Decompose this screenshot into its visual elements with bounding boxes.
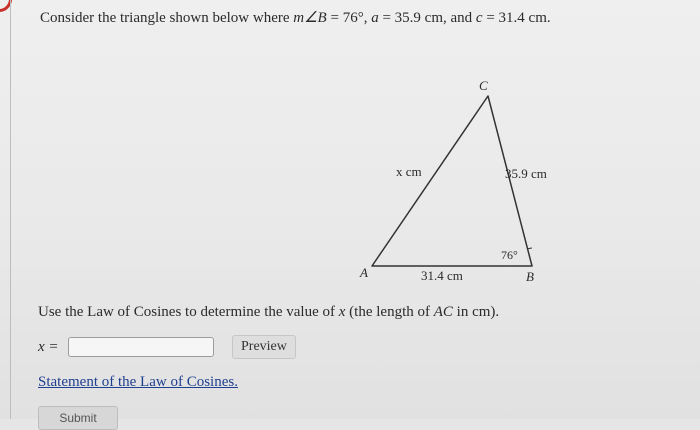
instruction-part-3: in cm). xyxy=(452,304,500,320)
side-bc-label: 35.9 cm xyxy=(505,166,547,181)
side-ab-label: 31.4 cm xyxy=(421,268,463,283)
side-a-variable: a xyxy=(371,10,379,26)
vertex-a-label: A xyxy=(360,265,368,280)
instruction-text xyxy=(38,304,499,321)
x-variable: x xyxy=(338,304,346,320)
problem-intro: Consider the triangle shown below where xyxy=(40,10,294,26)
triangle-outline xyxy=(372,96,532,266)
answer-label: x = xyxy=(38,338,59,355)
side-c-variable: c xyxy=(475,10,483,26)
answer-input[interactable] xyxy=(68,337,214,357)
angle-b-label: 76° xyxy=(501,248,518,262)
vertex-c-label: C xyxy=(479,78,488,93)
angle-value: = 76°, xyxy=(326,10,372,26)
law-of-cosines-link[interactable]: Statement of the Law of Cosines. xyxy=(38,374,238,390)
segment-ac: AC xyxy=(433,304,453,320)
angle-expression: m∠B xyxy=(293,10,327,26)
instruction-part-2: (the length of xyxy=(345,304,434,320)
instruction-part-1: Use the Law of Cosines to determine the value of xyxy=(38,304,339,320)
vertex-b-label: B xyxy=(526,269,534,284)
preview-button[interactable]: Preview xyxy=(232,335,296,359)
side-ac-label: x cm xyxy=(396,164,422,179)
side-c-value: = 31.4 cm. xyxy=(482,10,551,26)
submit-button[interactable]: Submit xyxy=(38,406,118,430)
answer-row xyxy=(38,336,296,358)
side-a-value: = 35.9 cm, and xyxy=(378,10,476,26)
